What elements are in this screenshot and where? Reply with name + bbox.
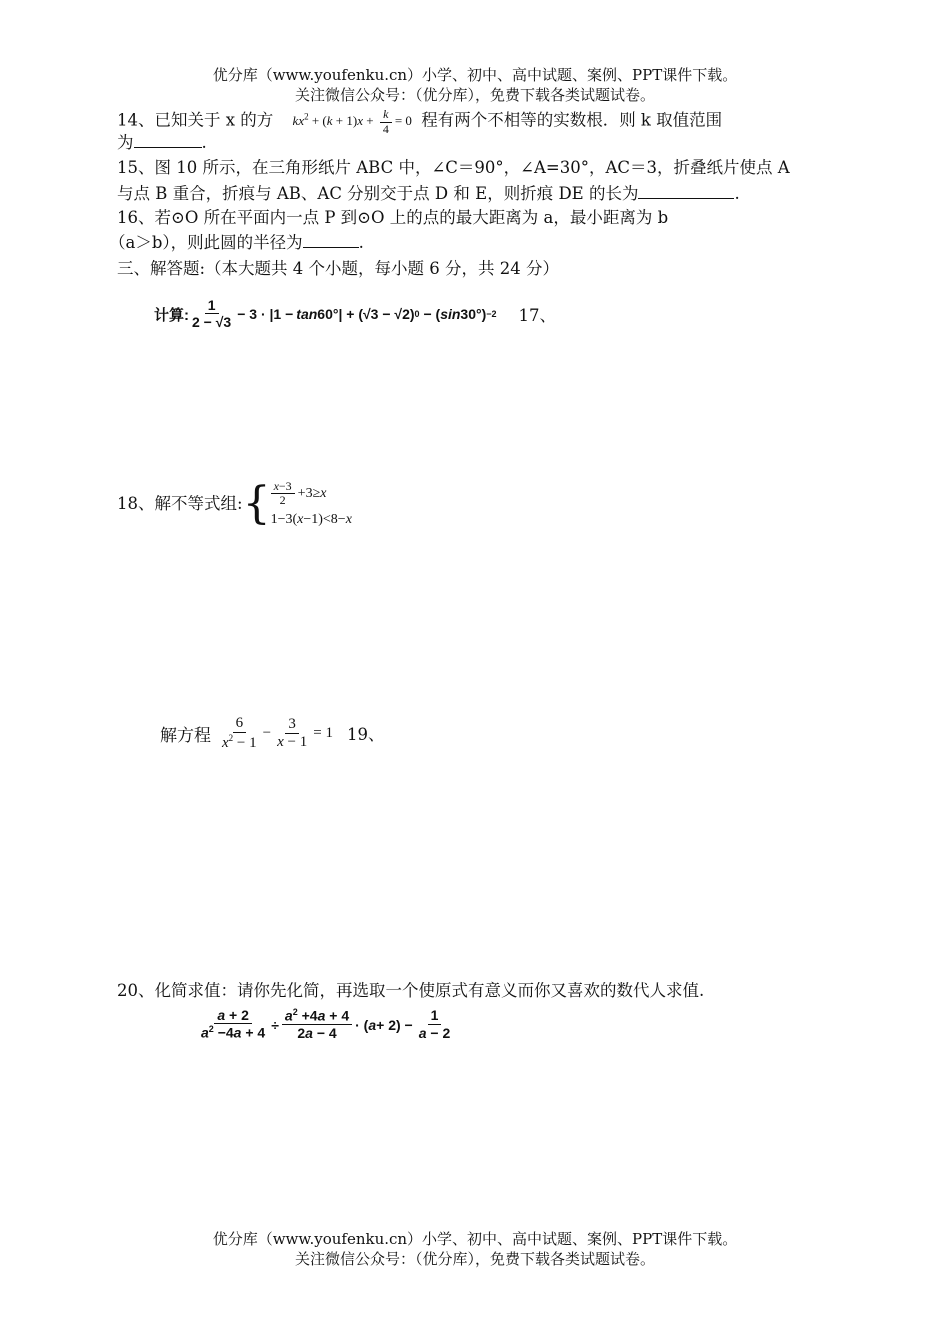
- left-brace-icon: {: [242, 477, 271, 529]
- question-16-line-1: 16、若⊙O 所在平面内一点 P 到⊙O 上的点的最大距离为 a，最小距离为 b: [117, 208, 669, 227]
- question-16-line-2-suffix: .: [358, 233, 364, 252]
- section-3-title: 三、解答题:（本大题共 4 个小题，每小题 6 分，共 24 分）: [117, 259, 560, 278]
- question-19-number: 19、: [346, 725, 385, 745]
- question-19-equation: $\frac{6}{x^2 - 1}$ − $\frac{3}{x - 1}$ = 1: [222, 715, 333, 751]
- question-17-expression: $\frac{1}{2 - √3}$ − 3 · |1 − tan 60°| + (√3 − √2) 0 − ( sin 30°) −2: [192, 297, 497, 331]
- question-15-line-2-prefix: 与点 B 重合，折痕与 AB、AC 分别交于点 D 和 E，则折痕 DE 的长为: [117, 184, 639, 203]
- answer-blank-16[interactable]: [303, 232, 359, 248]
- header-line-1: 优分库（www.youfenku.cn）小学、初中、高中试题、案例、PPT课件下载。: [212, 66, 738, 84]
- question-20-text: 20、化简求值：请你先化简，再选取一个使原式有意义而你又喜欢的数代人求值.: [117, 981, 705, 1000]
- question-19-label: 解方程: [160, 725, 211, 746]
- answer-blank-15[interactable]: [638, 183, 734, 199]
- header-line-2: 关注微信公众号：（优分库），免费下载各类试题试卷。: [294, 86, 655, 104]
- question-17: [154, 298, 556, 330]
- question-17-label: 计算:: [154, 306, 189, 324]
- question-14-line-2: [117, 132, 207, 154]
- question-20-expression: $\frac{a + 2}{a^2 -4a + 4}$ ÷ $\frac{a^2 +4a + 4}{2a - 4}$ · ( a + 2) − $\frac{1}{a - 2}$: [201, 1007, 451, 1042]
- question-18: [117, 477, 352, 529]
- question-17-number: 17、: [518, 306, 557, 326]
- question-16-line-2: [109, 232, 364, 254]
- question-15-line-2: [117, 183, 740, 205]
- question-14-line-1: [117, 106, 722, 136]
- question-14-line-2-suffix: .: [201, 133, 207, 152]
- inequality-system: $\frac{x-3}{2}$ +3≥ x 1−3(x−1)<8−x: [270, 479, 352, 527]
- question-14-prefix: 14、已知关于 x 的方: [117, 110, 274, 130]
- footer-line-2: 关注微信公众号：（优分库），免费下载各类试题试卷。: [294, 1250, 655, 1268]
- question-14-line-2-prefix: 为: [117, 133, 134, 152]
- question-14-equation: $kx^2 + (k + 1)x$ + $\frac{k}{4}$ = 0: [292, 107, 416, 136]
- answer-blank-14[interactable]: [134, 132, 202, 148]
- question-15-line-2-suffix: .: [734, 184, 740, 203]
- question-15-line-1: 15、图 10 所示，在三角形纸片 ABC 中，∠C＝90°，∠A=30°，AC＝3，折叠纸片使点 A: [117, 158, 790, 177]
- question-19: [160, 715, 384, 752]
- question-18-prefix: 18、解不等式组:: [117, 493, 243, 513]
- footer-line-1: 优分库（www.youfenku.cn）小学、初中、高中试题、案例、PPT课件下载。: [212, 1230, 738, 1248]
- question-14-suffix: 程有两个不相等的实数根．则 k 取值范围: [421, 110, 723, 130]
- question-16-line-2-prefix: （a＞b），则此圆的半径为: [109, 233, 303, 252]
